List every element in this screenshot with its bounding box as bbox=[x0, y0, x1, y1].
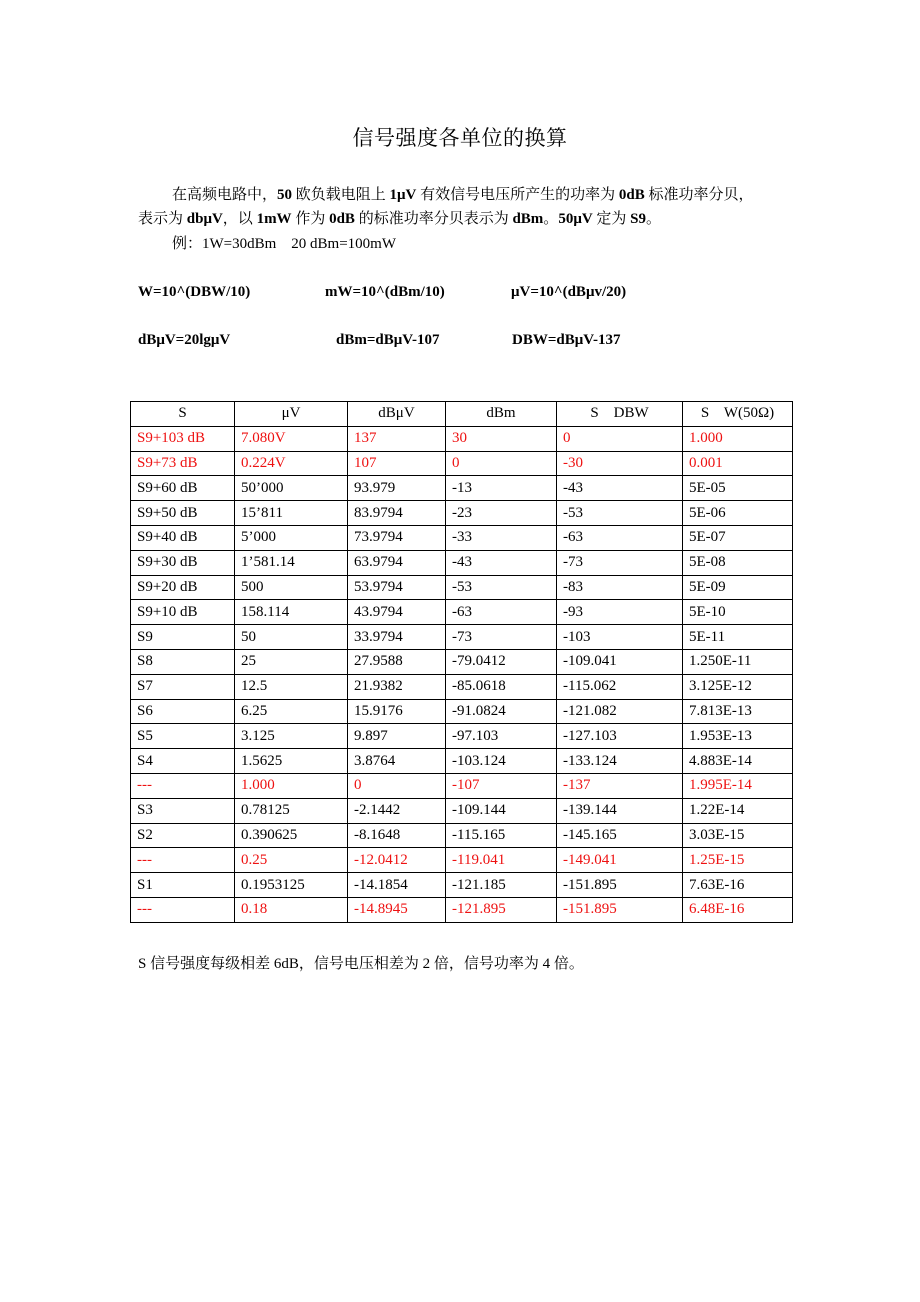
table-row bbox=[131, 773, 793, 798]
text: 定为 bbox=[592, 211, 631, 227]
bold-text: dBm bbox=[512, 211, 544, 227]
table-cell: -91.0824 bbox=[446, 699, 557, 724]
table-row bbox=[131, 798, 793, 823]
table-cell: -12.0412 bbox=[348, 848, 446, 873]
formula-w: W=10^(DBW/10) bbox=[138, 284, 251, 300]
table-cell: 0.18 bbox=[235, 897, 348, 922]
intro-paragraph bbox=[138, 183, 798, 231]
table-row bbox=[131, 848, 793, 873]
table-cell: 5E-06 bbox=[683, 501, 793, 526]
table-cell: 1.995E-14 bbox=[683, 773, 793, 798]
table-cell: S9+10 dB bbox=[131, 600, 235, 625]
text: 有效信号电压所产生的功率为 bbox=[416, 187, 619, 203]
table-cell: 0 bbox=[557, 426, 683, 451]
table-cell: 21.9382 bbox=[348, 674, 446, 699]
table-cell: 5E-05 bbox=[683, 476, 793, 501]
table-cell: 9.897 bbox=[348, 724, 446, 749]
table-cell: -93 bbox=[557, 600, 683, 625]
table-cell: 1.25E-15 bbox=[683, 848, 793, 873]
table-cell: -109.144 bbox=[446, 798, 557, 823]
table-row bbox=[131, 575, 793, 600]
table-cell: S9+50 dB bbox=[131, 501, 235, 526]
table-cell: 83.9794 bbox=[348, 501, 446, 526]
table-cell: -145.165 bbox=[557, 823, 683, 848]
table-row bbox=[131, 625, 793, 650]
table-cell: S9+103 dB bbox=[131, 426, 235, 451]
table-cell: 1.000 bbox=[235, 773, 348, 798]
table-cell: 33.9794 bbox=[348, 625, 446, 650]
header-cell: μV bbox=[235, 402, 348, 427]
table-cell: -115.062 bbox=[557, 674, 683, 699]
table-cell: -8.1648 bbox=[348, 823, 446, 848]
table-cell: -121.082 bbox=[557, 699, 683, 724]
table-cell: 107 bbox=[348, 451, 446, 476]
intro-line-1 bbox=[138, 183, 798, 207]
table-cell: -53 bbox=[557, 501, 683, 526]
table-cell: 0.001 bbox=[683, 451, 793, 476]
table-cell: -121.185 bbox=[446, 873, 557, 898]
table-cell: -103.124 bbox=[446, 749, 557, 774]
formula-uv: μV=10^(dBμv/20) bbox=[511, 284, 627, 300]
table-cell: 158.114 bbox=[235, 600, 348, 625]
table-cell: -137 bbox=[557, 773, 683, 798]
header-cell: S bbox=[131, 402, 235, 427]
table-cell: -43 bbox=[557, 476, 683, 501]
table-cell: S3 bbox=[131, 798, 235, 823]
table-cell: -133.124 bbox=[557, 749, 683, 774]
table-cell: 50 bbox=[235, 625, 348, 650]
table-row bbox=[131, 426, 793, 451]
table-cell: -127.103 bbox=[557, 724, 683, 749]
table-cell: -73 bbox=[557, 550, 683, 575]
header-cell: S DBW bbox=[557, 402, 683, 427]
table-cell: -151.895 bbox=[557, 897, 683, 922]
page-title: 信号强度各单位的换算 bbox=[352, 126, 568, 150]
table-cell: 27.9588 bbox=[348, 649, 446, 674]
bold-text: S9 bbox=[630, 211, 647, 227]
text: 。 bbox=[543, 211, 559, 227]
table-cell: -139.144 bbox=[557, 798, 683, 823]
table-cell: -63 bbox=[446, 600, 557, 625]
formula-mw: mW=10^(dBm/10) bbox=[325, 284, 445, 300]
header-cell: dBμV bbox=[348, 402, 446, 427]
table-cell: 5’000 bbox=[235, 525, 348, 550]
table-cell: --- bbox=[131, 773, 235, 798]
table-cell: 50’000 bbox=[235, 476, 348, 501]
table-cell: --- bbox=[131, 897, 235, 922]
table-header-row bbox=[131, 402, 793, 427]
table-row bbox=[131, 476, 793, 501]
table-row bbox=[131, 823, 793, 848]
table-cell: S6 bbox=[131, 699, 235, 724]
table-cell: -2.1442 bbox=[348, 798, 446, 823]
table-cell: 3.8764 bbox=[348, 749, 446, 774]
table-cell: 5E-10 bbox=[683, 600, 793, 625]
table-cell: -149.041 bbox=[557, 848, 683, 873]
text: 在高频电路中， bbox=[172, 187, 278, 203]
table-row bbox=[131, 749, 793, 774]
table-cell: -151.895 bbox=[557, 873, 683, 898]
table-cell: -30 bbox=[557, 451, 683, 476]
bold-text: 0dB bbox=[329, 211, 355, 227]
table-cell: S2 bbox=[131, 823, 235, 848]
table-cell: -23 bbox=[446, 501, 557, 526]
text: ，以 bbox=[222, 211, 257, 227]
table-cell: 1.22E-14 bbox=[683, 798, 793, 823]
bold-text: 50 bbox=[277, 187, 293, 203]
table-cell: 30 bbox=[446, 426, 557, 451]
table-cell: 5E-09 bbox=[683, 575, 793, 600]
table-cell: -107 bbox=[446, 773, 557, 798]
table-cell: 0.224V bbox=[235, 451, 348, 476]
table-row bbox=[131, 699, 793, 724]
table-cell: 1’581.14 bbox=[235, 550, 348, 575]
table-cell: -119.041 bbox=[446, 848, 557, 873]
table-row bbox=[131, 873, 793, 898]
table-cell: -121.895 bbox=[446, 897, 557, 922]
table-cell: -53 bbox=[446, 575, 557, 600]
table-cell: -63 bbox=[557, 525, 683, 550]
table-cell: 5E-11 bbox=[683, 625, 793, 650]
table-cell: -83 bbox=[557, 575, 683, 600]
table-cell: -13 bbox=[446, 476, 557, 501]
table-cell: -73 bbox=[446, 625, 557, 650]
table-cell: S8 bbox=[131, 649, 235, 674]
table-cell: 7.813E-13 bbox=[683, 699, 793, 724]
table-row bbox=[131, 649, 793, 674]
table-cell: -115.165 bbox=[446, 823, 557, 848]
table-cell: -109.041 bbox=[557, 649, 683, 674]
example-line: 例：1W=30dBm 20 dBm=100mW bbox=[172, 236, 396, 252]
table-row bbox=[131, 550, 793, 575]
table-cell: S9+60 dB bbox=[131, 476, 235, 501]
intro-line-2 bbox=[138, 207, 798, 231]
table-cell: 6.48E-16 bbox=[683, 897, 793, 922]
table-cell: 73.9794 bbox=[348, 525, 446, 550]
header-cell: dBm bbox=[446, 402, 557, 427]
table-cell: 0.78125 bbox=[235, 798, 348, 823]
table-cell: 53.9794 bbox=[348, 575, 446, 600]
table-cell: 3.125E-12 bbox=[683, 674, 793, 699]
table-row bbox=[131, 451, 793, 476]
table-cell: S9 bbox=[131, 625, 235, 650]
table-cell: S7 bbox=[131, 674, 235, 699]
table-cell: S9+40 dB bbox=[131, 525, 235, 550]
header-cell: S W(50Ω) bbox=[683, 402, 793, 427]
table-cell: -43 bbox=[446, 550, 557, 575]
table-cell: 3.125 bbox=[235, 724, 348, 749]
table-cell: 93.979 bbox=[348, 476, 446, 501]
table-cell: 1.000 bbox=[683, 426, 793, 451]
table-cell: 1.5625 bbox=[235, 749, 348, 774]
text: 标准功率分贝， bbox=[644, 187, 754, 203]
table-cell: S5 bbox=[131, 724, 235, 749]
table-cell: 1.953E-13 bbox=[683, 724, 793, 749]
table-cell: 0.390625 bbox=[235, 823, 348, 848]
table-cell: 0.1953125 bbox=[235, 873, 348, 898]
text: 欧负载电阻上 bbox=[292, 187, 390, 203]
table-cell: S9+20 dB bbox=[131, 575, 235, 600]
bold-text: 50μV bbox=[558, 211, 593, 227]
table-cell: 1.250E-11 bbox=[683, 649, 793, 674]
table-cell: 0 bbox=[348, 773, 446, 798]
table-row bbox=[131, 897, 793, 922]
table-cell: 5E-07 bbox=[683, 525, 793, 550]
table-cell: 7.080V bbox=[235, 426, 348, 451]
table-cell: S1 bbox=[131, 873, 235, 898]
text: 表示为 bbox=[138, 211, 187, 227]
table-cell: 12.5 bbox=[235, 674, 348, 699]
table-cell: 5E-08 bbox=[683, 550, 793, 575]
table-row bbox=[131, 674, 793, 699]
table-cell: -79.0412 bbox=[446, 649, 557, 674]
formula-dbw: DBW=dBμV-137 bbox=[512, 332, 621, 348]
table-cell: S9+73 dB bbox=[131, 451, 235, 476]
table-cell: 0.25 bbox=[235, 848, 348, 873]
table-cell: 500 bbox=[235, 575, 348, 600]
table-cell: --- bbox=[131, 848, 235, 873]
table-cell: -103 bbox=[557, 625, 683, 650]
table-cell: -85.0618 bbox=[446, 674, 557, 699]
table-row bbox=[131, 724, 793, 749]
footnote: S 信号强度每级相差 6dB，信号电压相差为 2 倍，信号功率为 4 倍。 bbox=[138, 956, 584, 972]
table-cell: -33 bbox=[446, 525, 557, 550]
table-cell: S4 bbox=[131, 749, 235, 774]
table-cell: 4.883E-14 bbox=[683, 749, 793, 774]
conversion-table bbox=[130, 401, 793, 923]
table-cell: -14.8945 bbox=[348, 897, 446, 922]
bold-text: 1mW bbox=[256, 211, 292, 227]
table-cell: 63.9794 bbox=[348, 550, 446, 575]
table-row bbox=[131, 525, 793, 550]
table-cell: 25 bbox=[235, 649, 348, 674]
table-cell: 43.9794 bbox=[348, 600, 446, 625]
formula-dbm: dBm=dBμV-107 bbox=[336, 332, 440, 348]
bold-text: dbμV bbox=[186, 211, 223, 227]
bold-text: 1μV bbox=[389, 187, 417, 203]
text: 作为 bbox=[291, 211, 330, 227]
table-cell: 137 bbox=[348, 426, 446, 451]
table-cell: 7.63E-16 bbox=[683, 873, 793, 898]
formula-dbuv: dBμV=20lgμV bbox=[138, 332, 231, 348]
table-cell: 6.25 bbox=[235, 699, 348, 724]
table-row bbox=[131, 600, 793, 625]
table-cell: 0 bbox=[446, 451, 557, 476]
table-cell: S9+30 dB bbox=[131, 550, 235, 575]
text: 的标准功率分贝表示为 bbox=[354, 211, 513, 227]
bold-text: 0dB bbox=[618, 187, 645, 203]
table-cell: 3.03E-15 bbox=[683, 823, 793, 848]
text: 。 bbox=[646, 211, 662, 227]
table-cell: 15.9176 bbox=[348, 699, 446, 724]
table-cell: -14.1854 bbox=[348, 873, 446, 898]
table-row bbox=[131, 501, 793, 526]
table-cell: -97.103 bbox=[446, 724, 557, 749]
table-cell: 15’811 bbox=[235, 501, 348, 526]
